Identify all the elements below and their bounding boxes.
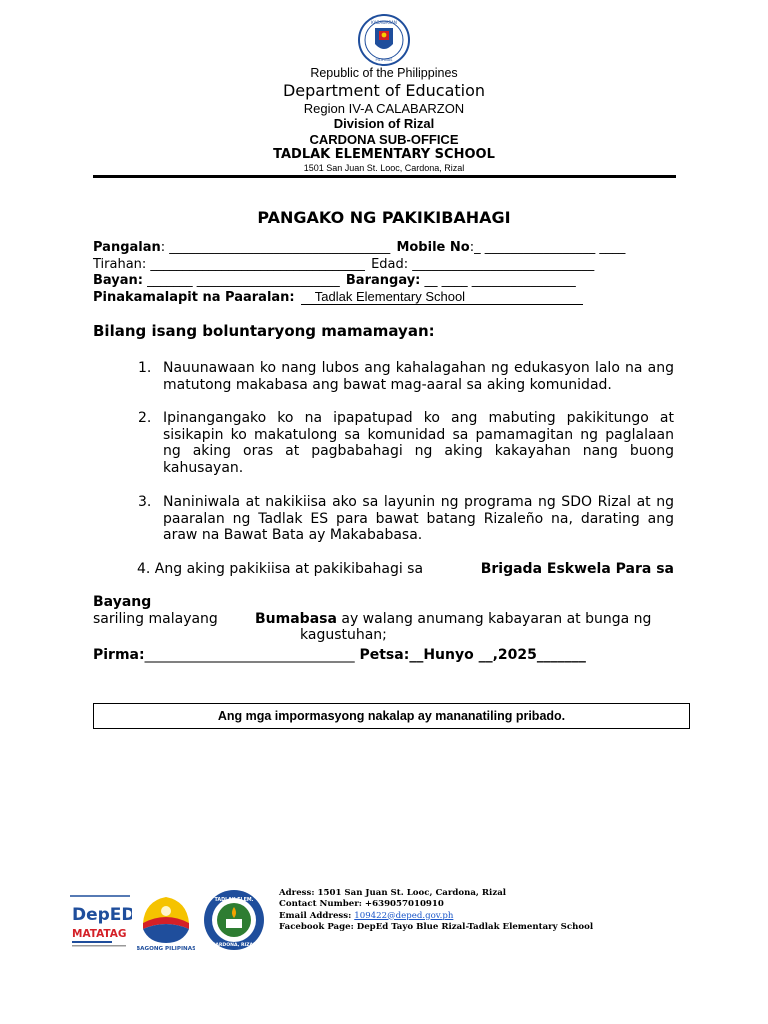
form-row-bayan bbox=[93, 273, 576, 288]
bayan-label: Bayan: bbox=[93, 273, 143, 288]
petsa-label: Petsa: bbox=[354, 647, 410, 663]
item-text: Naniniwala at nakikiisa ako sa layunin ng programa ng SDO Rizal at ng paaralan ng Tadlak ES para bawat batang Rizaleño na, darating ang araw na Bawat Bata ay Makababasa. bbox=[163, 494, 674, 543]
bagong-pilipinas-text: BAGONG PILIPINAS bbox=[137, 946, 195, 951]
footer-email-link[interactable]: 109422@deped.gov.ph bbox=[354, 910, 454, 921]
sub-office-text: CARDONA SUB-OFFICE bbox=[309, 132, 459, 147]
item-number: 3. bbox=[138, 494, 152, 510]
school-name-text: TADLAK ELEMENTARY SCHOOL bbox=[273, 147, 495, 162]
item4-bayang: Bayang bbox=[93, 594, 152, 610]
form-row-pangalan bbox=[93, 240, 625, 255]
pirma-label: Pirma: bbox=[93, 647, 145, 663]
pledge-item-1 bbox=[138, 360, 674, 393]
barangay-field[interactable]: __ ____ ________________ bbox=[420, 273, 576, 288]
item4-rest: ay walang anumang kabayaran at bunga ng bbox=[336, 610, 652, 627]
svg-text:CARDONA, RIZAL: CARDONA, RIZAL bbox=[211, 943, 257, 948]
item4-kagustuhan: kagustuhan; bbox=[300, 627, 387, 643]
item-text: Nauunawaan ko nang lubos ang kahalagahan ng edukasyon lalo na ang matutong makabasa ang bawat mag-aaral sa aking komunidad. bbox=[163, 360, 674, 393]
mobile-label: Mobile No bbox=[396, 240, 470, 255]
division-text: Division of Rizal bbox=[333, 116, 435, 131]
form-row-tirahan bbox=[93, 257, 594, 272]
petsa-field[interactable]: __Hunyo __,2025_______ bbox=[409, 647, 586, 663]
tadlak-school-seal bbox=[201, 889, 267, 951]
item-text: Ipinangangako ko na ipapatupad ko ang mabuting pakikitungo at sisikapin ko makatulong sa komunidad sa pamamagitan ng paglalaan ng aking oras at pagbabahagi ng aking kakayahan nang buong kahusayan. bbox=[163, 410, 674, 476]
item4-line1 bbox=[93, 561, 674, 578]
item-number: 2. bbox=[138, 410, 152, 426]
deped-seal-logo bbox=[355, 14, 413, 66]
mobile-field[interactable]: :_ _________________ ____ bbox=[469, 240, 626, 255]
privacy-notice: Ang mga impormasyong nakalap ay mananatiling pribado. bbox=[93, 703, 690, 729]
tirahan-field[interactable]: ________________________________ bbox=[156, 257, 365, 272]
item-number: 1. bbox=[138, 360, 152, 376]
svg-text:PILIPINAS: PILIPINAS bbox=[375, 58, 393, 62]
matatag-wordmark: MATATAG bbox=[72, 928, 127, 940]
pangalan-label: Pangalan bbox=[93, 240, 161, 255]
form-row-paaralan bbox=[93, 290, 583, 305]
bayan-field[interactable]: _______ ______________________ bbox=[142, 273, 340, 288]
item4-prefix: 4. Ang aking pakikiisa at pakikibahagi sa bbox=[137, 561, 428, 577]
item4-bold1: Brigada Eskwela Para sa bbox=[480, 561, 674, 577]
signature-row bbox=[93, 647, 586, 663]
document-title: PANGAKO NG PAKIKIBAHAGI bbox=[257, 208, 511, 227]
intro-heading: Bilang isang boluntaryong mamamayan: bbox=[93, 322, 435, 340]
item4-sariling: sariling malayang bbox=[93, 610, 218, 627]
paaralan-label: Pinakamalapit na Paaralan: bbox=[93, 290, 295, 305]
footer-email-label: Email Address: bbox=[279, 910, 355, 921]
pledge-item-4 bbox=[93, 561, 674, 643]
item4-bumabasa: Bumabasa bbox=[255, 610, 337, 627]
deped-matatag-logo bbox=[70, 893, 132, 951]
pangalan-field[interactable]: : __________________________________ bbox=[160, 240, 391, 255]
svg-text:KAGAWARAN: KAGAWARAN bbox=[371, 20, 397, 25]
pledge-item-3 bbox=[138, 494, 674, 544]
footer-email-row bbox=[279, 911, 593, 922]
pledge-item-2 bbox=[138, 410, 674, 476]
footer-facebook: Facebook Page: DepEd Tayo Blue Rizal-Tadlak Elementary School bbox=[279, 921, 594, 932]
republic-text: Republic of the Philippines bbox=[310, 66, 458, 80]
barangay-label: Barangay: bbox=[345, 273, 421, 288]
footer-address: Adress: 1501 San Juan St. Looc, Cardona, Rizal bbox=[279, 888, 507, 898]
header-divider bbox=[93, 175, 676, 178]
pirma-field[interactable]: ______________________________ bbox=[144, 647, 355, 663]
footer-contact-block bbox=[279, 888, 593, 933]
footer-contact-number: Contact Number: +639057010910 bbox=[279, 899, 444, 910]
region-text: Region IV-A CALABARZON bbox=[303, 101, 465, 116]
svg-text:TADLAK ELEM.: TADLAK ELEM. bbox=[214, 898, 254, 903]
tirahan-label: Tirahan: _ bbox=[93, 257, 157, 272]
bagong-pilipinas-logo bbox=[137, 893, 195, 951]
edad-field[interactable]: ____________________________ bbox=[412, 257, 595, 272]
department-text: Department of Education bbox=[282, 81, 486, 100]
deped-wordmark: DepED bbox=[72, 905, 132, 925]
edad-label: Edad: bbox=[371, 257, 413, 272]
school-address-text: 1501 San Juan St. Looc, Cardona, Rizal bbox=[303, 163, 465, 173]
paaralan-field[interactable]: Tadlak Elementary School bbox=[301, 290, 583, 305]
